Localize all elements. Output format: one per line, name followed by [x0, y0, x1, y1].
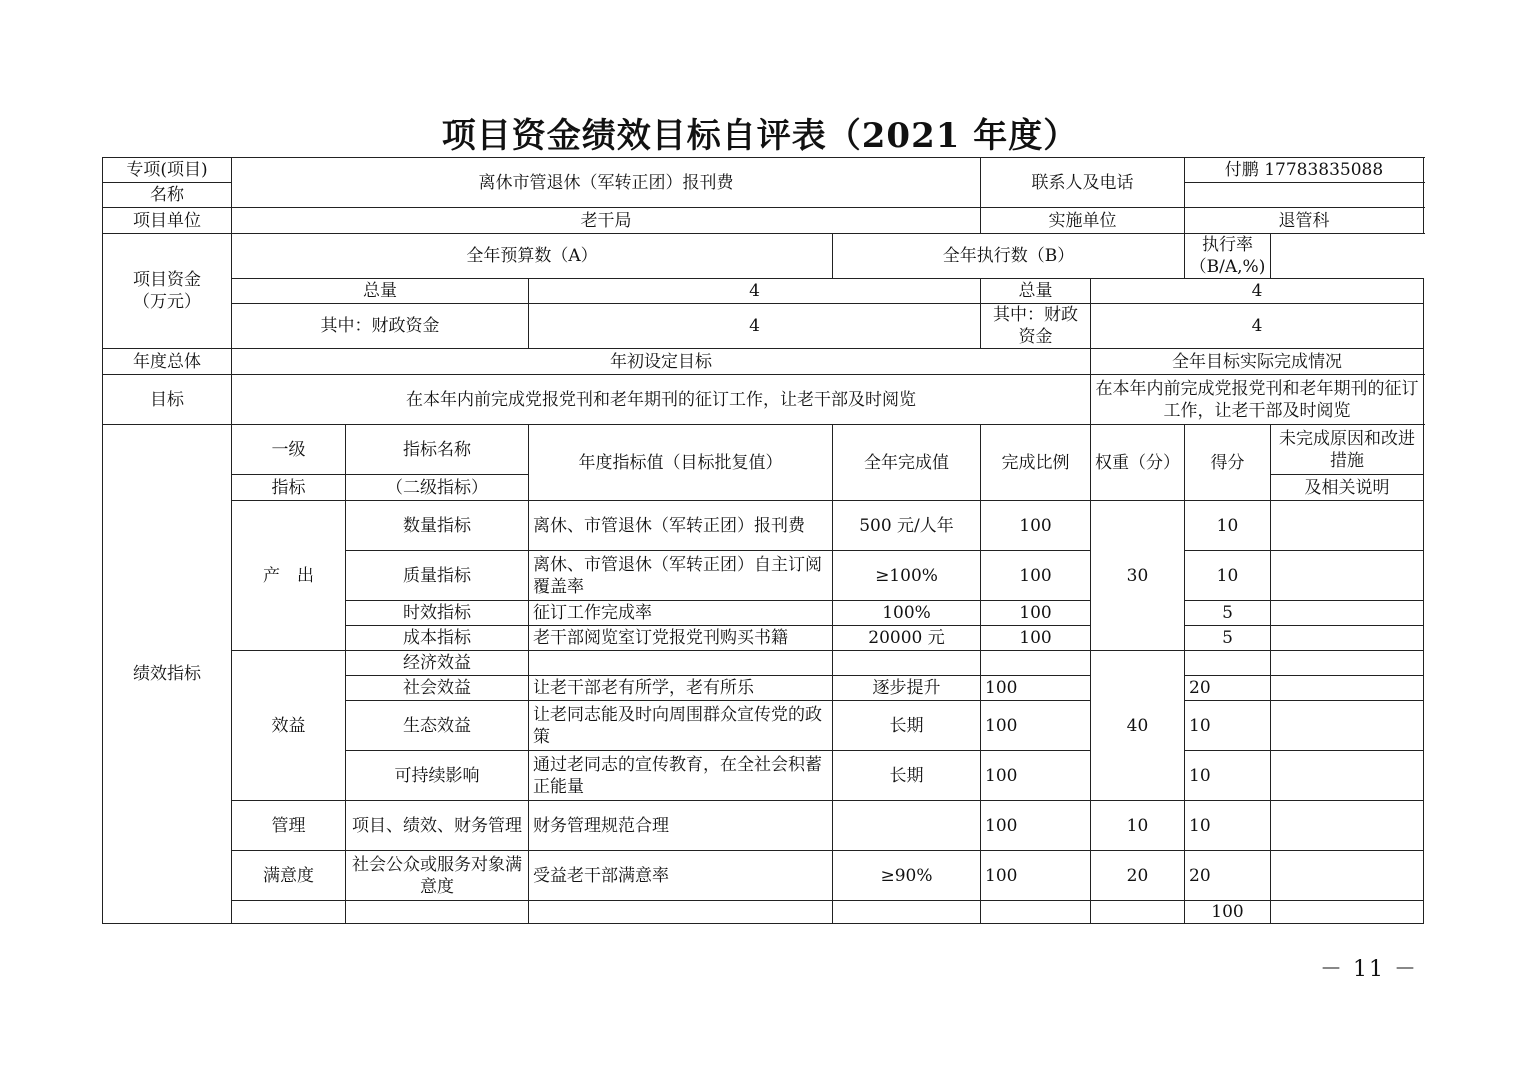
indicator-target: 让老干部老有所学，老有所乐: [529, 676, 833, 701]
indicator-name: 质量指标: [346, 551, 529, 601]
level1-header-2: 指标: [232, 475, 346, 501]
indicator-score: 10: [1185, 801, 1271, 851]
contact-value: 付鹏 17783835088: [1185, 158, 1424, 183]
note-header-2: 及相关说明: [1271, 475, 1424, 501]
total-empty-cell: [981, 901, 1091, 924]
indicator-note: [1271, 651, 1424, 676]
indicator-target: 征订工作完成率: [529, 601, 833, 626]
indicator-note: [1271, 676, 1424, 701]
indicator-target: 财务管理规范合理: [529, 801, 833, 851]
indicator-note: [1271, 501, 1424, 551]
indicator-actual: 长期: [833, 701, 981, 751]
indicator-name: 成本指标: [346, 626, 529, 651]
exec-total-label: 总量: [981, 279, 1091, 304]
indicator-score: 10: [1185, 751, 1271, 801]
indicator-score: 10: [1185, 501, 1271, 551]
group-satisfaction: 满意度: [232, 851, 346, 901]
indicator-ratio: 100: [981, 501, 1091, 551]
weight-header: 权重（分）: [1091, 425, 1185, 501]
note-header: 未完成原因和改进措施: [1271, 425, 1424, 475]
indicator-score: 20: [1185, 676, 1271, 701]
impl-label: 实施单位: [981, 208, 1185, 234]
project-name-label: 专项(项目): [103, 158, 232, 183]
total-empty-cell: [1091, 901, 1185, 924]
target-header: 年度指标值（目标批复值）: [529, 425, 833, 501]
total-empty-cell: [232, 901, 346, 924]
name-header-2: （二级指标）: [346, 475, 529, 501]
self-evaluation-table: [102, 157, 1424, 924]
group-benefit: 效益: [232, 651, 346, 801]
indicator-name: 数量指标: [346, 501, 529, 551]
indicator-note: [1271, 551, 1424, 601]
budget-fiscal-label: 其中：财政资金: [232, 304, 529, 349]
perf-section-label: 绩效指标: [103, 425, 232, 924]
total-empty-cell: [1271, 901, 1424, 924]
indicator-note: [1271, 801, 1424, 851]
indicator-target: 通过老同志的宣传教育，在全社会积蓄正能量: [529, 751, 833, 801]
indicator-target: 离休、市管退休（军转正团）报刊费: [529, 501, 833, 551]
weight-manage: 10: [1091, 801, 1185, 851]
indicator-target: 老干部阅览室订党报党刊购买书籍: [529, 626, 833, 651]
total-empty-cell: [529, 901, 833, 924]
indicator-score: 5: [1185, 626, 1271, 651]
budget-fiscal-value: 4: [529, 304, 981, 349]
indicator-name: 社会效益: [346, 676, 529, 701]
page-number: － 11 －: [1320, 957, 1418, 982]
indicator-ratio: 100: [981, 851, 1091, 901]
funds-label: 项目资金 （万元）: [103, 234, 232, 349]
name-header: 指标名称: [346, 425, 529, 475]
indicator-note: [1271, 701, 1424, 751]
indicator-name: 生态效益: [346, 701, 529, 751]
budget-total-label: 总量: [232, 279, 529, 304]
indicator-name: 可持续影响: [346, 751, 529, 801]
goal-label: 年度总体: [103, 349, 232, 375]
budget-header: 全年预算数（A）: [232, 234, 833, 279]
project-name: 离休市管退休（军转正团）报刊费: [232, 158, 981, 208]
contact-empty-cell: [1185, 183, 1424, 208]
weight-benefit: 40: [1091, 651, 1185, 801]
weight-satisfaction: 20: [1091, 851, 1185, 901]
indicator-actual: 500 元/人年: [833, 501, 981, 551]
goal-set-text: 在本年内前完成党报党刊和老年期刊的征订工作，让老干部及时阅览: [232, 375, 1091, 425]
indicator-actual: 100%: [833, 601, 981, 626]
total-empty-cell: [346, 901, 529, 924]
goal-actual-text: 在本年内前完成党报党刊和老年期刊的征订工作，让老干部及时阅览: [1091, 375, 1424, 425]
indicator-actual: 长期: [833, 751, 981, 801]
project-name-label-2: 名称: [103, 183, 232, 208]
weight-output: 30: [1091, 501, 1185, 651]
indicator-ratio: 100: [981, 626, 1091, 651]
indicator-target: 受益老干部满意率: [529, 851, 833, 901]
impl-value: 退管科: [1185, 208, 1424, 234]
group-manage: 管理: [232, 801, 346, 851]
indicator-actual: [833, 801, 981, 851]
goal-label-2: 目标: [103, 375, 232, 425]
indicator-actual: ≥100%: [833, 551, 981, 601]
exec-fiscal-label: 其中：财政资金: [981, 304, 1091, 349]
indicator-ratio: 100: [981, 701, 1091, 751]
contact-label: 联系人及电话: [981, 158, 1185, 208]
indicator-actual: [833, 651, 981, 676]
group-output: 产 出: [232, 501, 346, 651]
page-title: 项目资金绩效目标自评表（2021 年度）: [441, 116, 1079, 156]
indicator-name: 时效指标: [346, 601, 529, 626]
indicator-target: 让老同志能及时向周围群众宣传党的政策: [529, 701, 833, 751]
actual-header: 全年完成值: [833, 425, 981, 501]
exec-fiscal-value: 4: [1091, 304, 1424, 349]
goal-actual-header: 全年目标实际完成情况: [1091, 349, 1424, 375]
unit-label: 项目单位: [103, 208, 232, 234]
indicator-name: 项目、绩效、财务管理: [346, 801, 529, 851]
level1-header: 一级: [232, 425, 346, 475]
indicator-ratio: 100: [981, 801, 1091, 851]
indicator-note: [1271, 626, 1424, 651]
indicator-note: [1271, 601, 1424, 626]
indicator-note: [1271, 751, 1424, 801]
ratio-header: 完成比例: [981, 425, 1091, 501]
exec-total-value: 4: [1091, 279, 1424, 304]
indicator-actual: 20000 元: [833, 626, 981, 651]
indicator-ratio: 100: [981, 601, 1091, 626]
indicator-name: 社会公众或服务对象满意度: [346, 851, 529, 901]
budget-total-value: 4: [529, 279, 981, 304]
indicator-actual: ≥90%: [833, 851, 981, 901]
indicator-score: 10: [1185, 701, 1271, 751]
score-header: 得分: [1185, 425, 1271, 501]
indicator-actual: 逐步提升: [833, 676, 981, 701]
rate-header: 执行率（B/A,%): [1185, 234, 1271, 279]
indicator-score: 20: [1185, 851, 1271, 901]
indicator-ratio: 100: [981, 751, 1091, 801]
indicator-ratio: 100: [981, 676, 1091, 701]
indicator-ratio: 100: [981, 551, 1091, 601]
indicator-name: 经济效益: [346, 651, 529, 676]
indicator-target: [529, 651, 833, 676]
indicator-score: 10: [1185, 551, 1271, 601]
unit-value: 老干局: [232, 208, 981, 234]
indicator-score: [1185, 651, 1271, 676]
exec-header: 全年执行数（B）: [833, 234, 1185, 279]
goal-set-header: 年初设定目标: [232, 349, 1091, 375]
indicator-note: [1271, 851, 1424, 901]
indicator-target: 离休、市管退休（军转正团）自主订阅覆盖率: [529, 551, 833, 601]
total-weight: 100: [1185, 901, 1271, 924]
indicator-ratio: [981, 651, 1091, 676]
total-empty-cell: [833, 901, 981, 924]
indicator-score: 5: [1185, 601, 1271, 626]
